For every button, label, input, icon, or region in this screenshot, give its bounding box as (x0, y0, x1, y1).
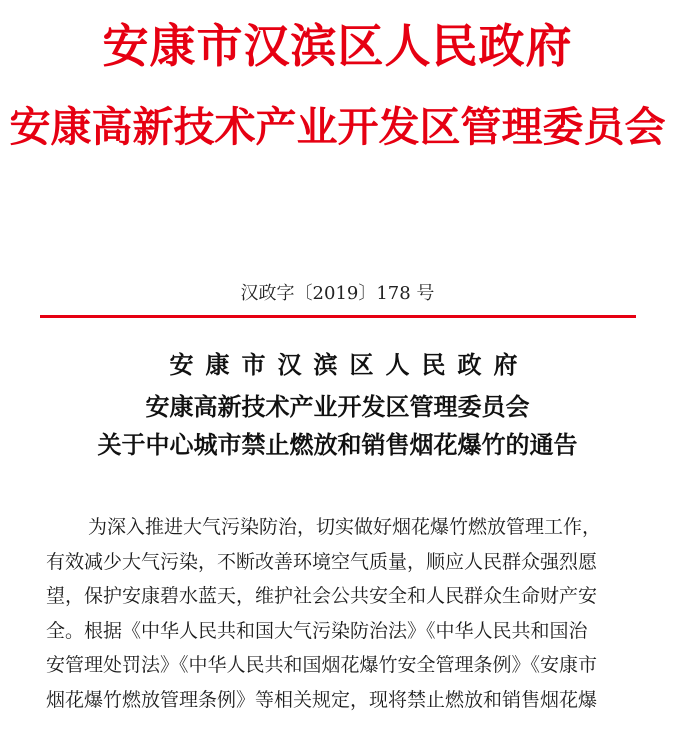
document-number: 汉政字〔2019〕178 号 (240, 283, 435, 304)
notice-title-line-2: 安康高新技术产业开发区管理委员会 (145, 393, 530, 421)
body-line: 为深入推进大气污染防治，切实做好烟花爆竹燃放管理工作， (88, 516, 602, 538)
notice-title-line-3: 关于中心城市禁止燃放和销售烟花爆竹的通告 (97, 431, 578, 459)
body-line: 安管理处罚法》《中华人民共和国烟花爆竹安全管理条例》《安康市 (46, 654, 598, 676)
body-line: 全。根据《中华人民共和国大气污染防治法》《中华人民共和国治 (46, 619, 588, 642)
notice-title-line-1: 安康市汉滨区人民政府 (169, 351, 530, 379)
body-line: 有效减少大气污染，不断改善环境空气质量，顺应人民群众强烈愿 (46, 550, 598, 573)
issuer-heading-committee: 安康高新技术产业开发区管理委员会 (9, 103, 666, 151)
notice-body (46, 510, 658, 717)
body-line: 烟花爆竹燃放管理条例》等相关规定，现将禁止燃放和销售烟花爆 (46, 688, 598, 711)
body-line: 望，保护安康碧水蓝天，维护社会公共安全和人民群众生命财产安 (46, 585, 598, 607)
red-divider-line (40, 315, 636, 318)
issuer-heading-government: 安康市汉滨区人民政府 (102, 19, 573, 73)
